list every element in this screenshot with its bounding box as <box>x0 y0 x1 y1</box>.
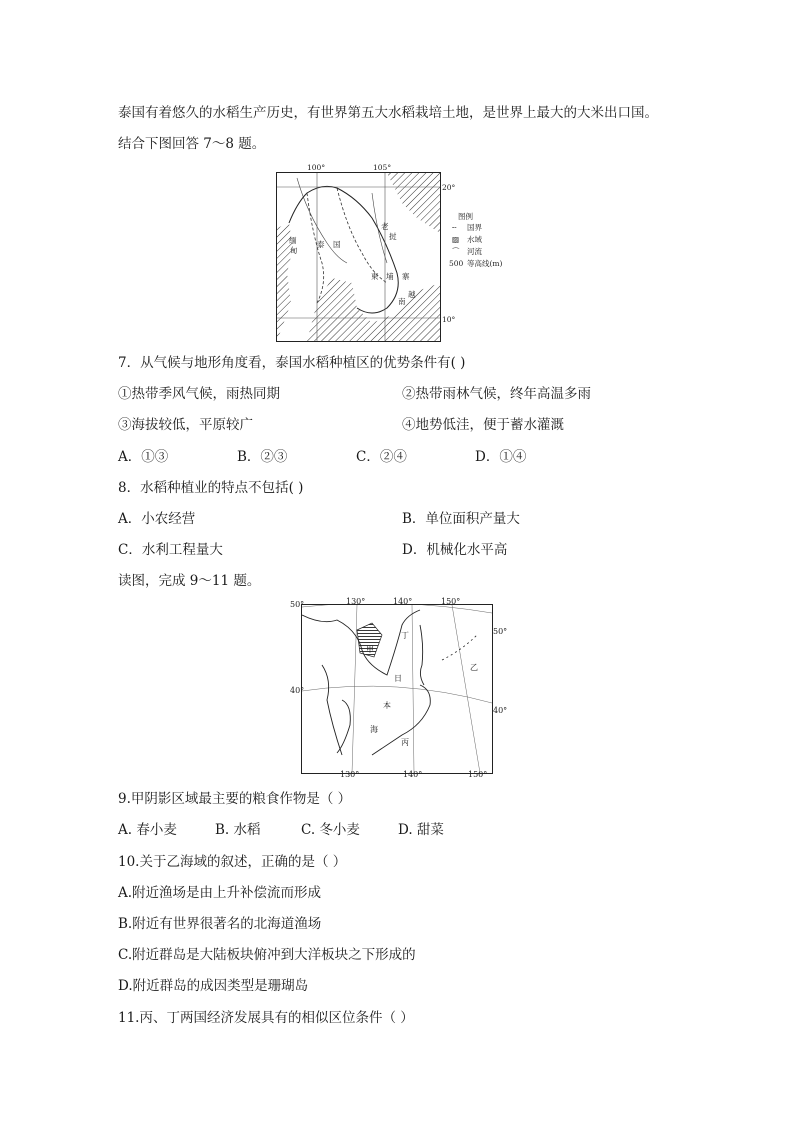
map1-lat-10: 10° <box>442 315 456 324</box>
intro-line-1: 泰国有着悠久的水稻生产历史，有世界第五大水稻栽培土地，是世界上最大的大米出口国。 <box>118 105 658 121</box>
label-dian: 甸 <box>290 246 298 255</box>
q8-choice-a[interactable]: A．小农经营 <box>118 511 196 527</box>
region-yi-label: 乙 <box>470 663 478 672</box>
q7-item-2: ②热带雨林气候，终年高温多雨 <box>402 386 591 402</box>
map1-lon-100: 100° <box>307 163 326 172</box>
map2-lon-150-bottom: 150° <box>468 770 488 779</box>
q8-choice-d[interactable]: D．机械化水平高 <box>402 542 508 558</box>
label-tai: 泰 <box>317 240 325 249</box>
q7-choice-c[interactable]: C．②④ <box>356 449 407 465</box>
legend-border: 国界 <box>467 223 482 232</box>
legend-water: 水域 <box>467 235 482 244</box>
map2-lon-140-top: 140° <box>393 597 413 606</box>
q7-item-4: ④地势低洼，便于蓄水灌溉 <box>402 417 564 433</box>
legend-contour: 等高线(m) <box>467 259 503 268</box>
label-pu: 埔 <box>386 272 394 281</box>
map2-lat-50-left: 50° <box>290 600 305 609</box>
map1-lon-105: 105° <box>373 163 392 172</box>
intro-line-2: 结合下图回答 7～8 题。 <box>118 136 266 152</box>
label-ben: 本 <box>383 701 391 710</box>
label-mian: 缅 <box>289 236 297 245</box>
map2-lat-40-left: 40° <box>290 686 305 695</box>
q10-stem: 10.关于乙海域的叙述，正确的是（ ） <box>118 854 347 870</box>
q9-stem: 9.甲阴影区域最主要的粮食作物是（ ） <box>118 791 352 807</box>
q9-choice-d[interactable]: D. 甜菜 <box>398 822 444 838</box>
q11-stem: 11.丙、丁两国经济发展具有的相似区位条件（ ） <box>118 1010 414 1026</box>
q10-choice-a[interactable]: A.附近渔场是由上升补偿流而形成 <box>118 885 322 901</box>
label-nan: 南 <box>398 297 406 306</box>
label-ri: 日 <box>394 674 402 683</box>
label-yue: 越 <box>408 290 416 299</box>
gulf-of-thailand <box>307 278 440 341</box>
legend-contour-value: 500 <box>449 259 464 268</box>
legend-river-icon: ⌒ <box>452 247 460 256</box>
south-china-sea <box>387 173 440 233</box>
q7-choice-a[interactable]: A．①③ <box>118 449 169 465</box>
label-wo: 挝 <box>389 232 397 241</box>
label-hai: 海 <box>370 725 378 734</box>
q8-choice-b[interactable]: B．单位面积产量大 <box>402 511 520 527</box>
label-guo: 国 <box>333 240 341 249</box>
thailand-map-drawing <box>277 173 440 341</box>
label-zhai: 寨 <box>402 272 410 281</box>
q10-choice-c[interactable]: C.附近群岛是大陆板块俯冲到大洋板块之下形成的 <box>118 947 416 963</box>
q7-choice-b[interactable]: B．②③ <box>237 449 288 465</box>
region-ding-label: 丁 <box>401 631 409 640</box>
map2-lat-40-right: 40° <box>493 706 508 715</box>
q9-choice-b[interactable]: B. 水稻 <box>215 822 261 838</box>
label-lao: 老 <box>381 222 389 231</box>
q8-choice-c[interactable]: C．水利工程量大 <box>118 542 223 558</box>
region-bing-label: 丙 <box>401 738 409 747</box>
q9-choice-a[interactable]: A. 春小麦 <box>118 822 177 838</box>
q9-choice-c[interactable]: C. 冬小麦 <box>301 822 360 838</box>
map2-lon-130-bottom: 130° <box>340 770 360 779</box>
region-jia-label: 甲 <box>366 645 374 654</box>
japan-map <box>301 604 493 774</box>
japan-map-drawing <box>302 605 492 773</box>
q7-item-3: ③海拔较低，平原较广 <box>118 417 253 433</box>
thailand-map <box>276 172 441 342</box>
intro-2: 读图，完成 9～11 题。 <box>118 573 261 589</box>
q7-item-1: ①热带季风气候，雨热同期 <box>118 386 280 402</box>
legend-water-icon: ▨ <box>452 235 460 244</box>
q7-stem: 7．从气候与地形角度看，泰国水稻种植区的优势条件有( ) <box>118 355 466 371</box>
map2-lon-150-top: 150° <box>441 597 461 606</box>
legend-title: 图例 <box>458 212 473 221</box>
label-jian: 柬 <box>371 272 379 281</box>
q7-choice-d[interactable]: D．①④ <box>475 449 527 465</box>
legend-border-icon: ╌ <box>452 223 457 232</box>
map2-lat-50-right: 50° <box>493 627 508 636</box>
map2-lon-130-top: 130° <box>346 597 366 606</box>
map2-lon-140-bottom: 140° <box>403 770 423 779</box>
legend-river: 河流 <box>467 247 482 256</box>
q10-choice-b[interactable]: B.附近有世界很著名的北海道渔场 <box>118 916 322 932</box>
q10-choice-d[interactable]: D.附近群岛的成因类型是珊瑚岛 <box>118 978 309 994</box>
map1-lat-20: 20° <box>442 183 456 192</box>
q8-stem: 8．水稻种植业的特点不包括( ) <box>118 480 304 496</box>
